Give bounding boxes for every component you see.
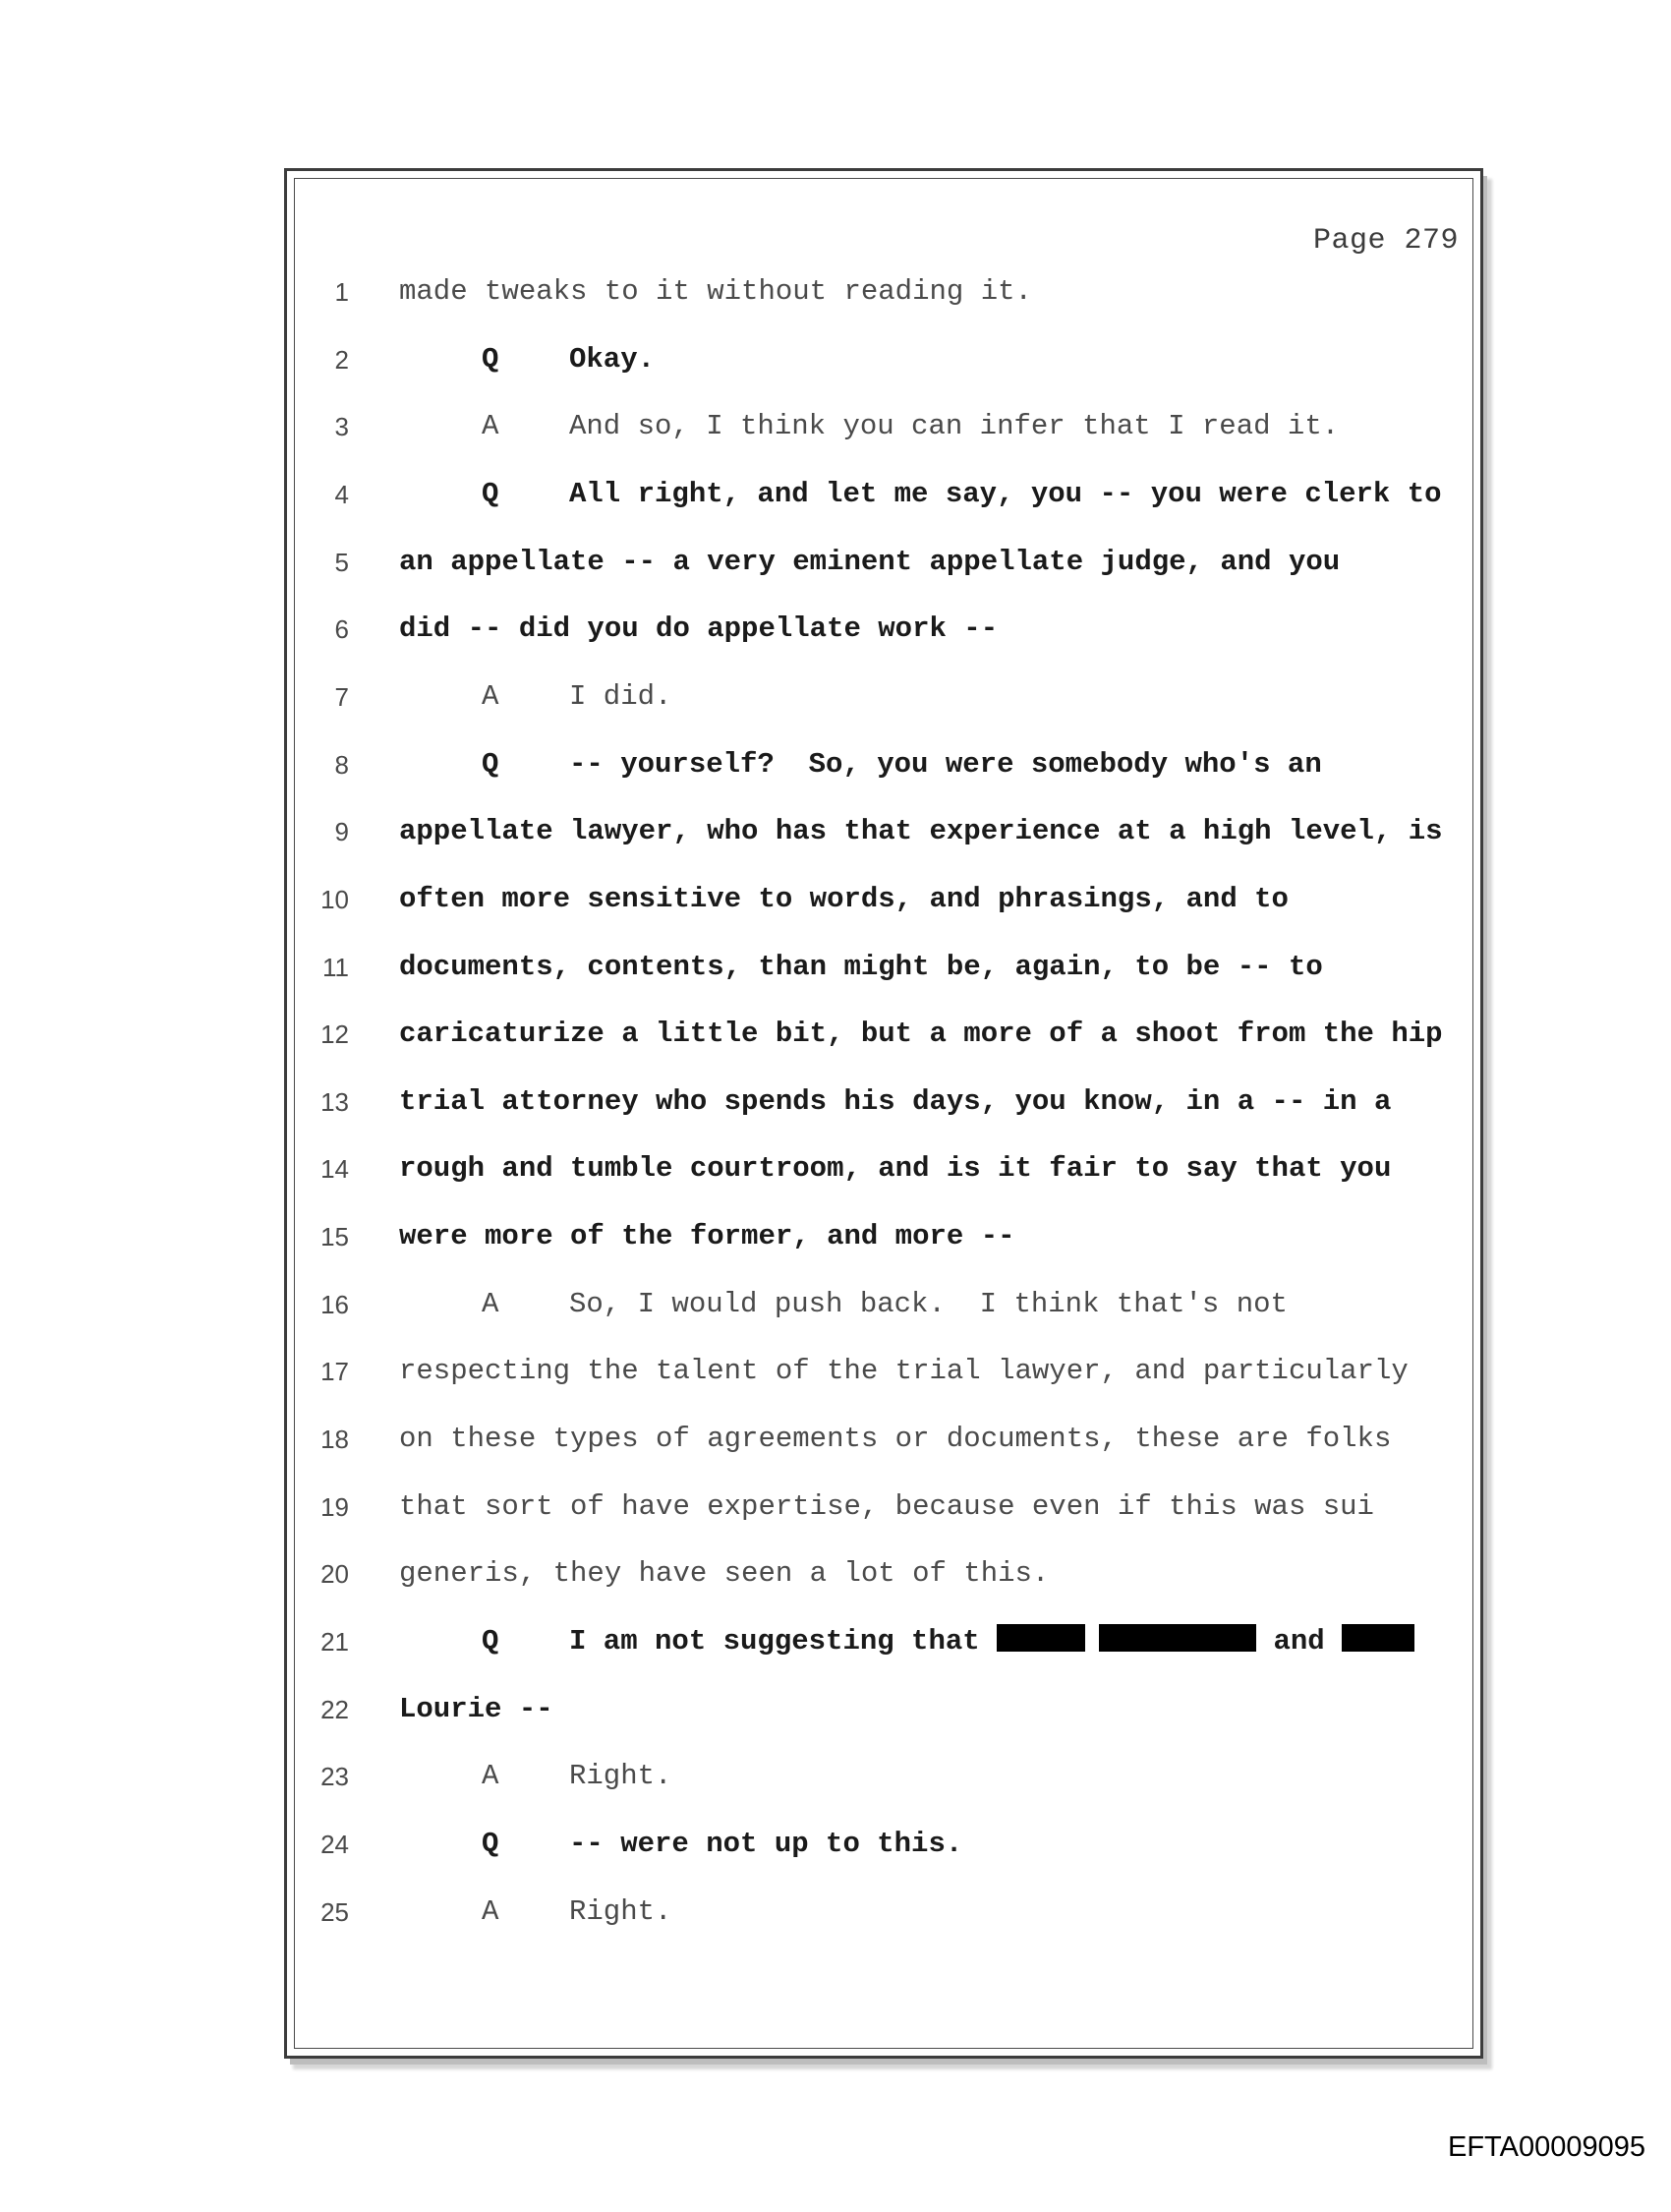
- answer-text: generis, they have seen a lot of this.: [399, 1557, 1050, 1590]
- question-text: -- were not up to this.: [569, 1828, 963, 1860]
- transcript-line: [295, 340, 1465, 379]
- redaction-block: [1342, 1624, 1414, 1652]
- answer-marker: A: [482, 1288, 499, 1320]
- transcript-line: [295, 543, 1465, 582]
- question-text: Lourie --: [399, 1693, 553, 1725]
- question-text: did -- did you do appellate work --: [399, 612, 999, 645]
- line-number: 3: [334, 412, 349, 441]
- transcript-line: [295, 812, 1465, 851]
- line-number: 19: [320, 1492, 349, 1522]
- line-number: 5: [334, 548, 349, 577]
- answer-text: And so, I think you can infer that I read it.: [569, 410, 1340, 442]
- transcript-line: [295, 948, 1465, 987]
- line-number: 15: [320, 1222, 349, 1252]
- question-text: often more sensitive to words, and phrasings, and to: [399, 883, 1289, 915]
- transcript-line: [295, 1082, 1465, 1122]
- line-number: 11: [322, 953, 349, 982]
- line-number: 7: [334, 682, 349, 712]
- answer-marker: A: [482, 1760, 499, 1792]
- question-text: were more of the former, and more --: [399, 1220, 1015, 1252]
- answer-text: that sort of have expertise, because even if this was sui: [399, 1490, 1374, 1523]
- line-number: 24: [320, 1830, 349, 1859]
- transcript-line: [295, 1149, 1465, 1189]
- line-number: 12: [320, 1019, 349, 1049]
- transcript-line: [295, 1352, 1465, 1391]
- question-marker: Q: [482, 748, 499, 781]
- transcript-line: [295, 1825, 1465, 1864]
- document-id: EFTA00009095: [1448, 2131, 1645, 2163]
- line-number: 6: [334, 614, 349, 644]
- question-text: an appellate -- a very eminent appellate judge, and you: [399, 546, 1341, 578]
- transcript-line: [295, 1690, 1465, 1729]
- question-text: documents, contents, than might be, again, to be -- to: [399, 951, 1323, 983]
- line-number: 18: [320, 1425, 349, 1454]
- line-number: 17: [320, 1357, 349, 1386]
- answer-marker: A: [482, 680, 499, 713]
- question-text: All right, and let me say, you -- you were clerk to: [569, 478, 1442, 510]
- line-number: 4: [334, 480, 349, 509]
- answer-text: respecting the talent of the trial lawyer, and particularly: [399, 1355, 1409, 1387]
- line-number: 9: [334, 817, 349, 846]
- question-text: appellate lawyer, who has that experience at a high level, is: [399, 815, 1443, 847]
- answer-text: Right.: [569, 1895, 672, 1928]
- transcript-line: [295, 677, 1465, 717]
- transcript-line: [295, 272, 1465, 312]
- answer-text: made tweaks to it without reading it.: [399, 275, 1032, 308]
- answer-marker: A: [482, 410, 499, 442]
- question-text: trial attorney who spends his days, you know, in a -- in a: [399, 1085, 1392, 1118]
- line-number: 14: [320, 1154, 349, 1184]
- line-text-part: I am not suggesting that: [569, 1625, 980, 1658]
- transcript-line: [295, 1015, 1465, 1054]
- line-number: 22: [320, 1695, 349, 1724]
- transcript-line: [295, 1622, 1465, 1661]
- transcript-line: [295, 1554, 1465, 1594]
- transcript-line: [295, 1487, 1465, 1527]
- line-number: 20: [320, 1559, 349, 1589]
- transcript-line: [295, 880, 1465, 919]
- answer-text: on these types of agreements or documents, these are folks: [399, 1423, 1392, 1455]
- line-number: 16: [320, 1290, 349, 1319]
- line-number: 1: [334, 277, 349, 307]
- redaction-block: [997, 1624, 1085, 1652]
- answer-text: I did.: [569, 680, 672, 713]
- line-number: 2: [334, 345, 349, 375]
- question-text: -- yourself? So, you were somebody who's an: [569, 748, 1322, 781]
- line-number: 25: [320, 1897, 349, 1927]
- transcript-line: [295, 610, 1465, 649]
- transcript-line: [295, 1420, 1465, 1459]
- page-number: Page 279: [1312, 224, 1459, 258]
- answer-text: Right.: [569, 1760, 672, 1792]
- line-number: 13: [320, 1087, 349, 1117]
- transcript-line: [295, 1892, 1465, 1932]
- transcript-line: [295, 1285, 1465, 1324]
- transcript-line: [295, 475, 1465, 514]
- line-number: 8: [334, 750, 349, 780]
- question-marker: Q: [482, 1625, 499, 1658]
- question-text: rough and tumble courtroom, and is it fair to say that you: [399, 1152, 1392, 1185]
- answer-text: So, I would push back. I think that's not: [569, 1288, 1288, 1320]
- transcript-line: [295, 407, 1465, 446]
- question-text: [569, 1622, 1414, 1661]
- transcript-line: [295, 745, 1465, 785]
- question-text: caricaturize a little bit, but a more of a shoot from the hip: [399, 1018, 1443, 1050]
- line-number: 21: [320, 1627, 349, 1657]
- answer-marker: A: [482, 1895, 499, 1928]
- question-text: Okay.: [569, 343, 656, 376]
- question-marker: Q: [482, 478, 499, 510]
- transcript-line: [295, 1757, 1465, 1796]
- question-marker: Q: [482, 343, 499, 376]
- line-number: 23: [320, 1762, 349, 1791]
- redaction-block: [1099, 1624, 1256, 1652]
- transcript-line: [295, 1217, 1465, 1256]
- line-number: 10: [320, 885, 349, 914]
- line-text-part: and: [1273, 1625, 1325, 1658]
- question-marker: Q: [482, 1828, 499, 1860]
